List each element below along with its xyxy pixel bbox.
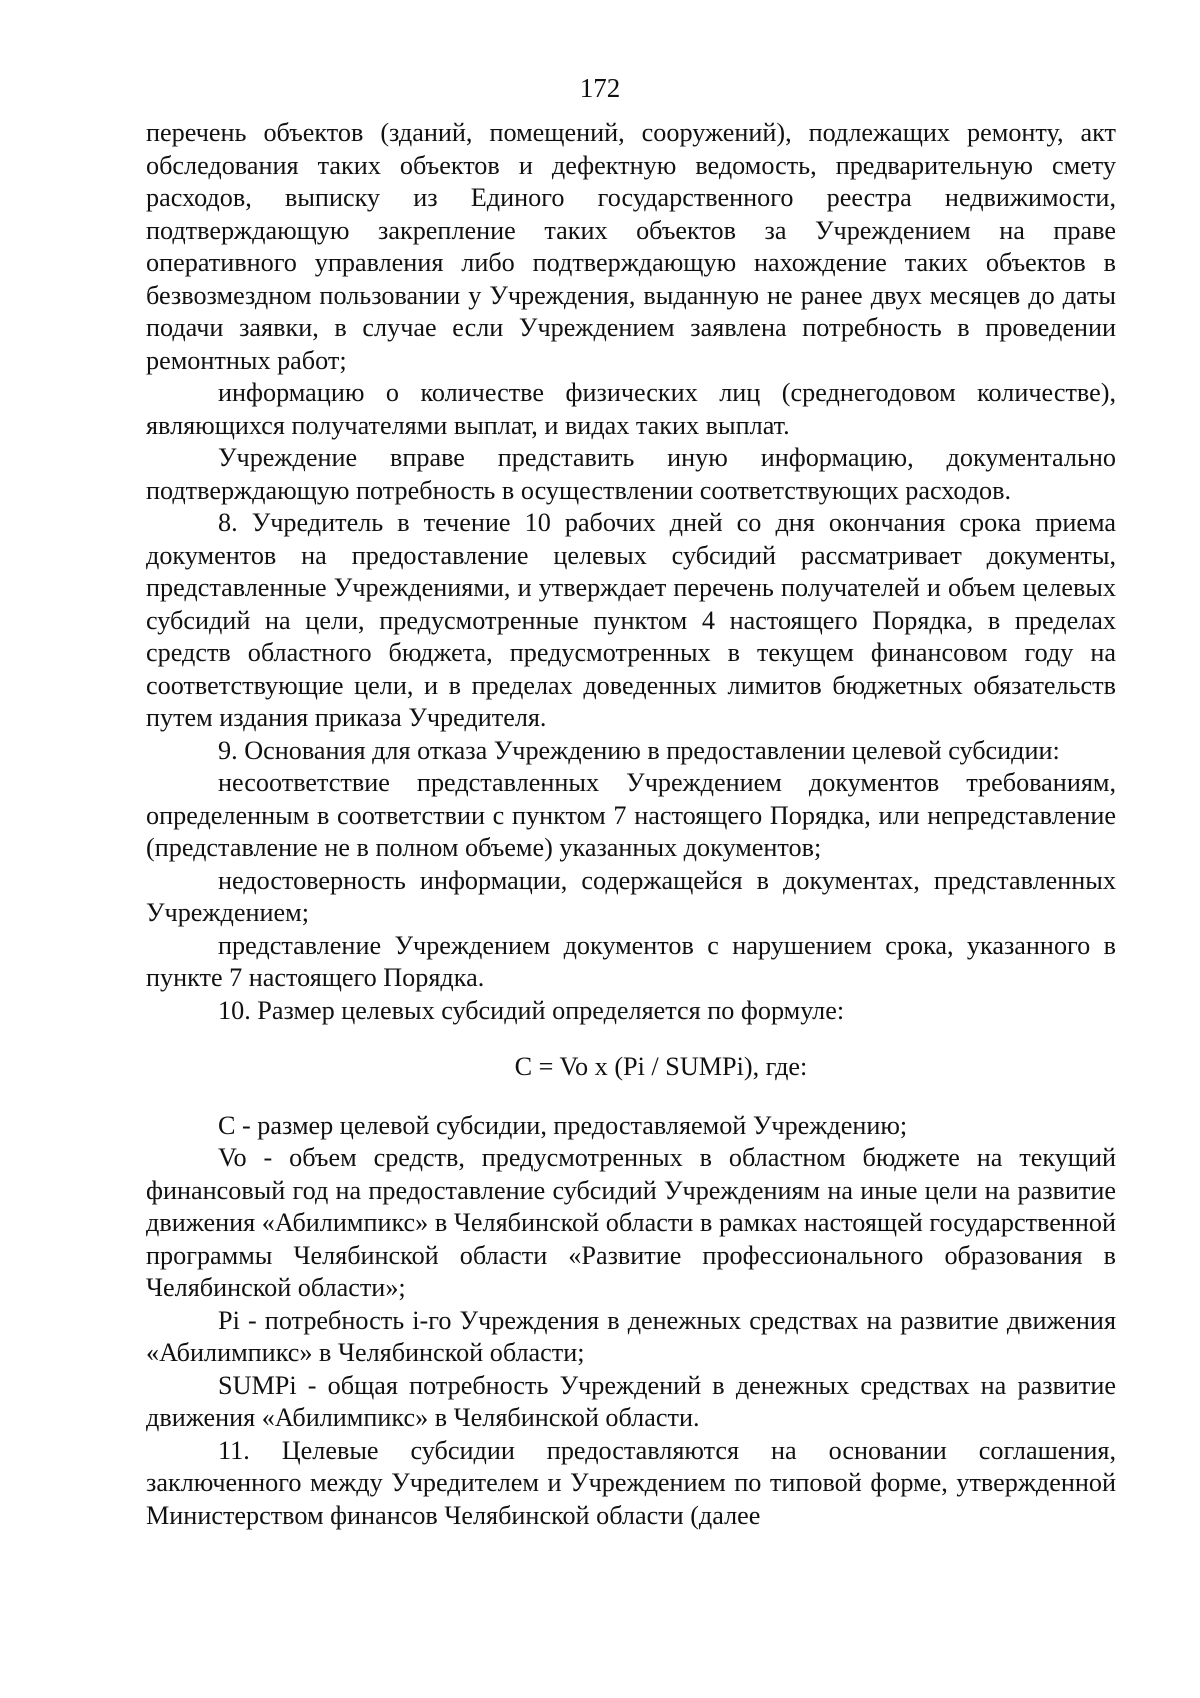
paragraph-item-11: 11. Целевые субсидии предоставляются на основании соглашения, заключенного между Учредителем и Учреждением по типовой форме, утвержденной Министерством финансов Челябинской области (далее <box>146 1435 1116 1530</box>
paragraph-item-9: 9. Основания для отказа Учреждению в предоставлении целевой субсидии: <box>218 735 1060 765</box>
paragraph-refusal-reason-2: недостоверность информации, содержащейся в документах, представленных Учреждением; <box>146 865 1116 927</box>
paragraph-item-8: 8. Учредитель в течение 10 рабочих дней со дня окончания срока приема документов на предоставление целевых субсидий рассматривает документы, представленные Учреждениями, и утверждает перечень получателей и объем целевых субсидий на цели, предусмотренные пунктом 4 настоящего Порядка, в пределах средств областного бюджета, предусмотренных в текущем финансовом году на соответствующие цели, и в пределах доведенных лимитов бюджетных обязательств путем издания приказа Учредителя. <box>146 508 1116 732</box>
page-number: 172 <box>579 73 621 103</box>
paragraph-refusal-reason-1: несоответствие представленных Учреждением документов требованиям, определенным в соответствии с пунктом 7 настоящего Порядка, или непредставление (представление не в полном объеме) указанных документов; <box>146 768 1116 862</box>
definition-c: C - размер целевой субсидии, предоставляемой Учреждению; <box>218 1110 908 1140</box>
paragraph-item-10: 10. Размер целевых субсидий определяется по формуле: <box>218 995 845 1025</box>
definition-sumpi: SUMPi - общая потребность Учреждений в денежных средствах на развитие движения «Абилимпикс» в Челябинской области. <box>146 1370 1116 1432</box>
paragraph-repair-objects: перечень объектов (зданий, помещений, сооружений), подлежащих ремонту, акт обследования таких объектов и дефектную ведомость, предварительную смету расходов, выписку из Единого государственного реестра недвижимости, подтверждающую закрепление таких объектов за Учреждением на праве оперативного управления либо подтверждающую нахождение таких объектов в безвозмездном пользовании у Учреждения, выданную не ранее двух месяцев до даты подачи заявки, в случае если Учреждением заявлена потребность в проведении ремонтных работ; <box>146 118 1116 375</box>
definition-pi: Pi - потребность i-го Учреждения в денежных средствах на развитие движения «Абилимпикс» в Челябинской области; <box>146 1305 1116 1367</box>
paragraph-individuals-info: информацию о количестве физических лиц (среднегодовом количестве), являющихся получателями выплат, и видах таких выплат. <box>146 378 1116 440</box>
paragraph-other-info: Учреждение вправе представить иную информацию, документально подтверждающую потребность в осуществлении соответствующих расходов. <box>146 443 1116 505</box>
paragraph-refusal-reason-3: представление Учреждением документов с нарушением срока, указанного в пункте 7 настоящего Порядка. <box>146 930 1116 992</box>
definition-vo: Vo - объем средств, предусмотренных в областном бюджете на текущий финансовый год на предоставление субсидий Учреждениям на иные цели на развитие движения «Абилимпикс» в Челябинской области в рамках настоящей государственной программы Челябинской области «Развитие профессионального образования в Челябинской области»; <box>146 1143 1116 1302</box>
subsidy-formula: C = Vo x (Pi / SUMPi), где: <box>514 1052 808 1081</box>
document-body <box>146 117 1116 1532</box>
